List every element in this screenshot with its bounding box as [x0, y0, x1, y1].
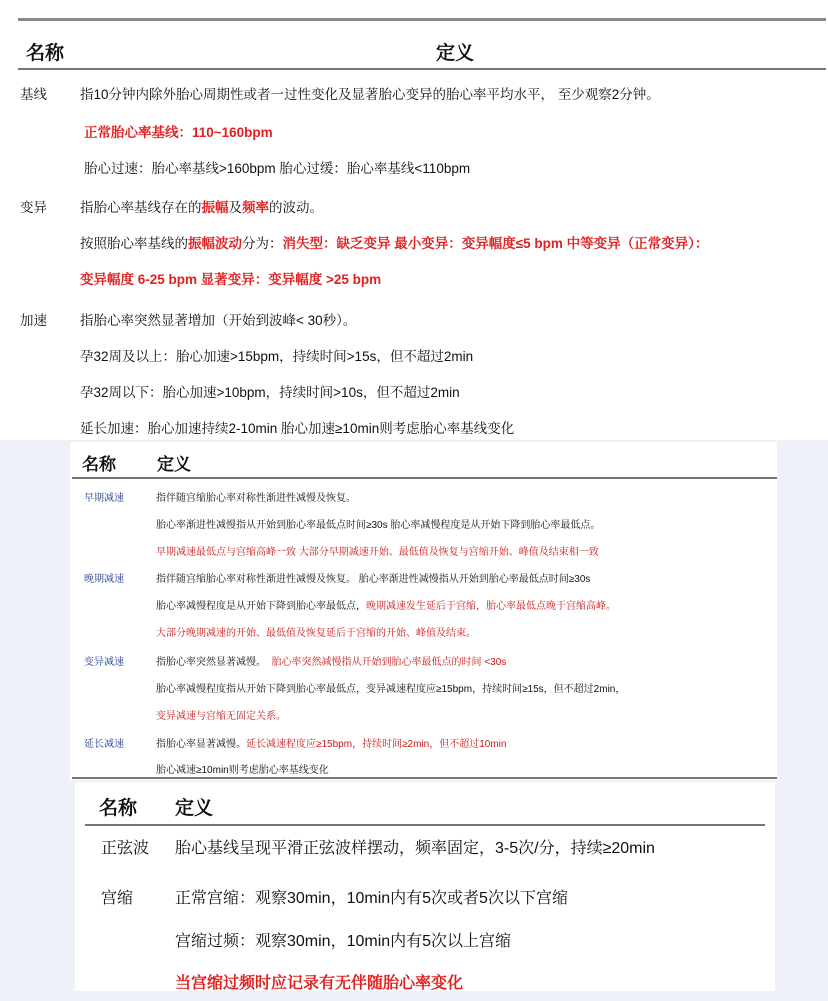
accel-def-4: 延长加速：胎心加速持续2-10min 胎心加速≥10min则考虑胎心率基线变化 [80, 421, 515, 436]
late-def-2b: 晚期减速发生延后于宫缩，胎心率最低点晚于宫缩高峰。 [366, 601, 616, 612]
baseline-def-1: 指10分钟内除外胎心周期性或者一过性变化及显著胎心变异的胎心率平均水平， 至少观察2分钟。 [80, 87, 660, 102]
prolonged-def-1b: 延长减速程度应≥15bpm，持续时间≥2min，但不超过10min [246, 739, 507, 750]
accel-def-1: 指胎心率突然显著增加（开始到波峰< 30秒）。 [80, 313, 357, 328]
term-variable-deceleration: 变异减速 [84, 657, 124, 668]
variable-def-1 [156, 653, 506, 668]
variable-def-3: 变异减速与宫缩无固定关系。 [156, 711, 286, 722]
variability-def-1b: 振幅 [201, 200, 229, 215]
early-def-2: 胎心率渐进性减慢指从开始到胎心率最低点时间≥30s 胎心率减慢程度是从开始下降到胎心率最低点。 [156, 520, 601, 531]
variable-def-2: 胎心率减慢程度指从开始下降到胎心率最低点，变异减速程度应≥15bpm，持续时间≥15s，但不超过2min， [156, 684, 626, 695]
variability-def-2 [80, 232, 708, 252]
variability-def-1 [80, 196, 323, 216]
term-late-deceleration: 晚期减速 [84, 574, 124, 585]
variability-def-1a: 指胎心率基线存在的 [80, 200, 202, 215]
term-variability: 变异 [20, 200, 47, 215]
variability-def-1d: 频率 [242, 200, 269, 215]
definitions-table-decelerations [70, 442, 777, 780]
header-name: 名称 [26, 43, 65, 64]
baseline-def-2: 正常胎心率基线：110~160bpm [84, 125, 273, 140]
header-definition: 定义 [175, 798, 214, 819]
contraction-def-3: 当宫缩过频时应记录有无伴随胎心率变化 [175, 975, 464, 992]
header-definition: 定义 [436, 43, 475, 64]
term-baseline: 基线 [20, 87, 47, 102]
header-name: 名称 [99, 798, 138, 819]
top-rule [18, 18, 826, 21]
late-def-2a: 胎心率减慢程度是从开始下降到胎心率最低点， [156, 601, 366, 612]
variable-def-1b: 胎心率突然减慢指从开始到胎心率最低点的时间 <30s [271, 657, 507, 668]
variability-def-1c: 及 [228, 200, 242, 215]
bottom-rule [72, 777, 777, 779]
early-def-3: 早期减速最低点与宫缩高峰一致 大部分早期减速开始、最低值及恢复与宫缩开始、峰值及结束相一致 [156, 547, 599, 558]
accel-def-2: 孕32周及以上：胎心加速>15bpm，持续时间>15s，但不超过2min [80, 349, 474, 364]
term-sinusoidal: 正弦波 [101, 840, 150, 857]
term-acceleration: 加速 [20, 313, 47, 328]
term-prolonged-deceleration: 延长减速 [84, 739, 124, 750]
variability-def-2a: 按照胎心率基线的 [80, 236, 188, 251]
variability-def-2d: 消失型：缺乏变异 最小变异：变异幅度≤5 bpm 中等变异（正常变异）： [282, 236, 709, 251]
late-def-2 [156, 597, 616, 612]
header-rule [18, 68, 826, 70]
accel-def-3: 孕32周以下：胎心加速>10bpm，持续时间>10s，但不超过2min [80, 385, 460, 400]
contraction-def-2: 宫缩过频：观察30min，10min内有5次以上宫缩 [175, 933, 512, 950]
baseline-def-3: 胎心过速：胎心率基线>160bpm 胎心过缓：胎心率基线<110bpm [84, 161, 471, 176]
variability-def-3: 变异幅度 6-25 bpm 显著变异：变异幅度 >25 bpm [80, 272, 382, 287]
prolonged-def-2: 胎心减速≥10min则考虑胎心率基线变化 [156, 765, 329, 776]
sinusoidal-def-1: 胎心基线呈现平滑正弦波样摆动，频率固定，3-5次/分，持续≥20min [175, 840, 655, 857]
late-def-3: 大部分晚期减速的开始、最低值及恢复延后于宫缩的开始、峰值及结束。 [156, 628, 476, 639]
variability-def-2b: 振幅波动 [188, 236, 242, 251]
term-contraction: 宫缩 [101, 890, 134, 907]
definitions-table-baseline [0, 0, 828, 440]
variable-def-1a: 指胎心率突然显著减慢。 [156, 657, 266, 668]
contraction-def-1: 正常宫缩：观察30min，10min内有5次或者5次以下宫缩 [175, 890, 568, 907]
variability-def-2c: 分为： [242, 236, 283, 251]
header-name: 名称 [82, 455, 116, 474]
prolonged-def-1 [156, 735, 506, 750]
header-rule [85, 824, 765, 826]
variability-def-1e: 的波动。 [269, 200, 323, 215]
header-rule [72, 477, 777, 479]
header-definition: 定义 [157, 455, 191, 474]
early-def-1: 指伴随宫缩胎心率对称性渐进性减慢及恢复。 [156, 493, 356, 504]
late-def-1: 指伴随宫缩胎心率对称性渐进性减慢及恢复。 胎心率渐进性减慢指从开始到胎心率最低点时间≥30s [156, 574, 591, 585]
term-early-deceleration: 早期减速 [84, 493, 124, 504]
prolonged-def-1a: 指胎心率显著减慢。 [156, 739, 246, 750]
definitions-table-sinusoidal-contractions [75, 782, 775, 991]
